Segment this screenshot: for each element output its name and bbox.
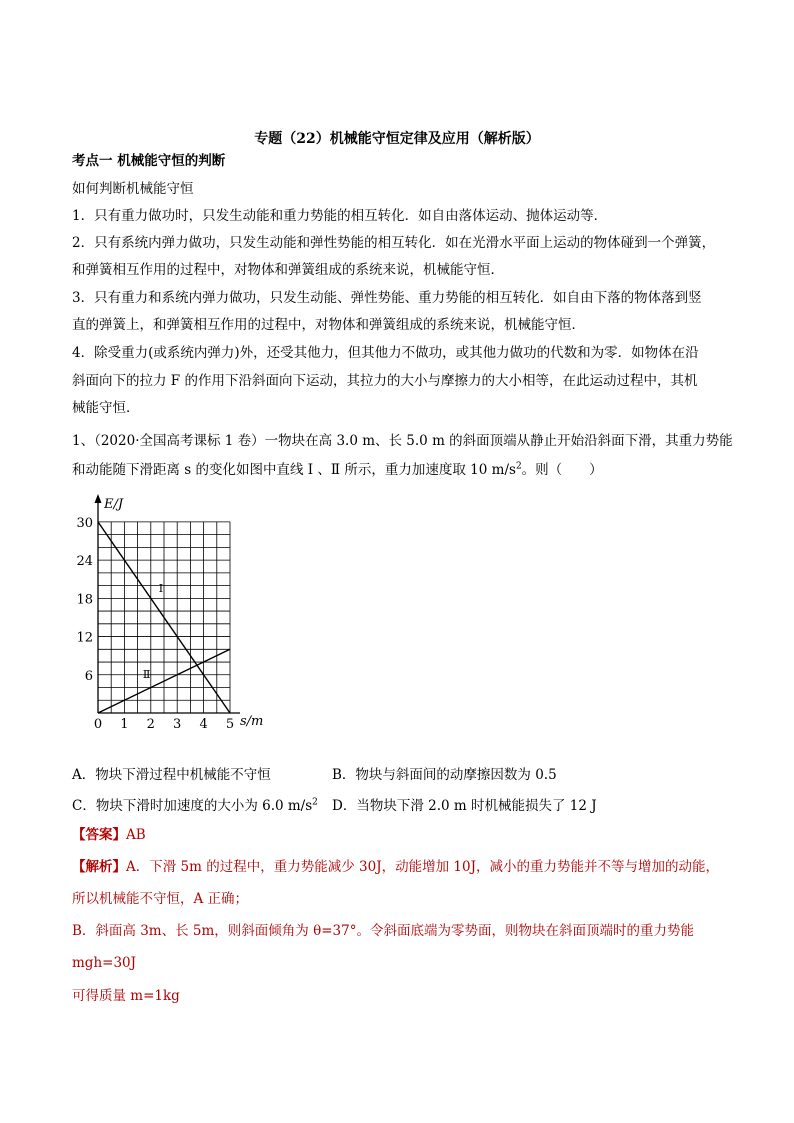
point-4-line-2: 斜面向下的拉力 F 的作用下沿斜面向下运动，其拉力的大小与摩擦力的大小相等，在此运动过程中，其机 [72,373,698,389]
option-c [72,794,318,814]
x-tick-label: 2 [146,717,155,732]
x-tick-label: 3 [173,717,182,732]
answer-value: AB [126,827,146,843]
option-d: D．当物块下滑 2.0 m 时机械能损失了 12 J [332,798,597,814]
analysis-line-3: B．斜面高 3m、长 5m，则斜面倾角为 θ=37°。令斜面底端为零势面，则物块在斜面顶端时的重力势能 [72,923,694,939]
option-c-text: C．物块下滑时加速度的大小为 6.0 m/s [72,798,313,814]
option-c-exponent: 2 [312,797,318,808]
energy-distance-chart [70,490,280,735]
question-line-2-end: 。则（ ） [521,462,603,478]
point-3-line-2: 直的弹簧上，和弹簧相互作用的过程中，对物体和弹簧组成的系统来说，机械能守恒． [72,317,585,333]
y-tick-label: 30 [76,515,93,531]
question-line-2-text: 和动能随下滑距离 s 的变化如图中直线 Ⅰ 、Ⅱ 所示，重力加速度取 10 m/s [72,462,516,478]
analysis-text-1: A．下滑 5m 的过程中，重力势能减少 30J，动能增加 10J，减小的重力势能并不等与增加的动能， [126,859,719,875]
y-tick-label: 12 [76,630,93,646]
x-tick-label: 1 [120,717,129,732]
y-axis-label: E/J [104,497,124,512]
question-line-2 [72,460,732,480]
point-4-line-1: 4．除受重力(或系统内弹力)外，还受其他力，但其他力不做功，或其他力做功的代数和为零．如物体在沿 [72,345,699,361]
option-b: B．物块与斜面间的动摩擦因数为 0.5 [332,767,557,783]
point-2-line-1: 2．只有系统内弹力做功，只发生动能和弹性势能的相互转化．如在光滑水平面上运动的物体碰到一个弹簧， [72,235,716,251]
intro-text: 如何判断机械能守恒 [72,181,194,197]
question-line-1: 1、（2020·全国高考课标 1 卷）一物块在高 3.0 m、长 5.0 m 的斜面顶端从静止开始沿斜面下滑，其重力势能 [72,433,733,449]
series-label-1: Ⅰ [158,581,164,595]
point-2-line-2: 和弹簧相互作用的过程中，对物体和弹簧组成的系统来说，机械能守恒． [72,262,504,278]
section-heading: 考点一 机械能守恒的判断 [72,153,226,169]
x-tick-label: 5 [225,717,235,732]
answer-line [72,825,732,845]
y-tick-label: 18 [76,592,93,608]
option-a: A．物块下滑过程中机械能不守恒 [72,767,271,783]
y-tick-label: 24 [76,554,93,570]
analysis-line-5: 可得质量 m=1kg [72,988,180,1004]
analysis-line-4: mgh=30J [72,955,137,971]
y-axis-arrow [95,494,102,503]
analysis-label: 【解析】 [72,859,126,875]
point-4-line-3: 械能守恒． [72,400,140,416]
point-3-line-1: 3．只有重力和系统内弹力做功，只发生动能、弹性势能、重力势能的相互转化．如自由下落的物体落到竖 [72,290,702,306]
x-tick-label: 0 [93,717,103,732]
question-exponent: 2 [515,461,522,472]
series-label-2: Ⅱ [142,667,151,681]
analysis-line-2: 所以机械能不守恒，A 正确； [72,891,249,907]
page-title: 专题（22）机械能守恒定律及应用（解析版） [254,131,540,147]
y-tick-label: 6 [84,668,93,684]
answer-label: 【答案】 [72,827,126,843]
x-tick-label: 4 [199,717,208,732]
x-axis-label: s/m [240,714,264,729]
point-1: 1．只有重力做功时，只发生动能和重力势能的相互转化．如自由落体运动、抛体运动等． [72,208,608,224]
analysis-line-1 [72,857,732,877]
